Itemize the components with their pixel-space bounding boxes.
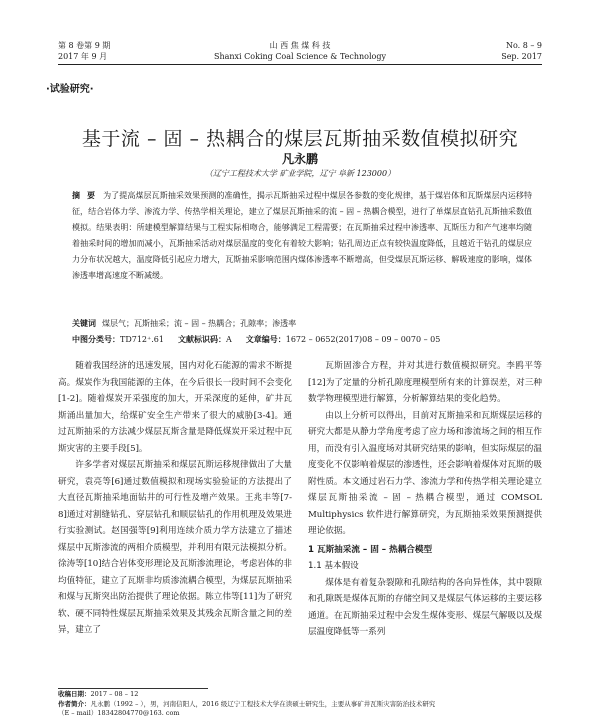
- article-number-value: 1672 – 0652(2017)08 – 09 – 0070 – 05: [285, 335, 441, 344]
- subsection-heading: 1.1 基本假设: [308, 561, 359, 571]
- footnote-author: [58, 700, 538, 710]
- author-bio-label: 作者简介：: [58, 699, 91, 708]
- header-number: No. 8 – 9: [505, 41, 542, 50]
- header-issue-en: [501, 40, 542, 62]
- clc-value: TD712⁺.61: [120, 335, 164, 344]
- footnote-email: （E – mail）18342804770@163. com: [58, 709, 180, 717]
- section-heading: 1 瓦斯抽采流 – 固 – 热耦合模型: [308, 544, 433, 555]
- body-column-left: [58, 358, 292, 639]
- header-date-cn: 2017 年 9 月: [58, 52, 108, 61]
- abstract-label: 摘 要: [72, 191, 98, 200]
- received-label: 收稿日期：: [58, 690, 91, 698]
- keywords-text: 煤层气；瓦斯抽采；流 – 固 – 热耦合；孔隙率；渗透率: [102, 319, 297, 328]
- section-label: ·试验研究·: [46, 84, 94, 95]
- body-paragraph: 许多学者对煤层瓦斯抽采和煤层瓦斯运移规律做出了大量研究，袁亮等[6]通过数值模拟和现场实验验证的方法提出了大直径瓦斯抽采地面钻井的可行性及增产效果。王兆丰等[7-8]通过对割缝钻孔、穿层钻孔和顺层钻孔的作用机理及效果进行实验测试。赵国强等[9]利用连续介质力学方法建立了描述煤层中瓦斯渗流的两相介质模型，并利用有限元法模拟分析。徐涛等[10]结合岩体变形理论及瓦斯渗流理论，考虑岩体的非均值特征，建立了瓦斯非均质渗流耦合模型，为煤层瓦斯抽采和煤与瓦斯突出防治提供了理论依据。陈立伟等[11]为了研究软、硬不同特性煤层瓦斯抽采效果及其残余瓦斯含量之间的差异，建立了: [58, 460, 292, 635]
- body-paragraph: 瓦斯固渗合方程，并对其进行数值模拟研究。李鸥平等[12]为了定量的分析孔隙度理模型所有来的计算误差，对三种数学物理模型进行解算，分析解算结果的变化趋势。: [308, 361, 542, 404]
- journal-name-cn: 山 西 焦 煤 科 技: [269, 41, 331, 50]
- classification-line: [72, 334, 542, 346]
- journal-name-en: Shanxi Coking Coal Science & Technology: [213, 52, 387, 61]
- abstract-text: 为了提高煤层瓦斯抽采效果预测的准确性，揭示瓦斯抽采过程中煤层各参数的变化规律，基于煤岩体和瓦斯煤层内运移特征，结合岩体力学、渗流力学、传热学相关理论，建立了煤层瓦斯抽采的流 – 固 – 热耦合模型，进行了单煤层直钻孔瓦斯抽采数值模拟。结果表明：所建模型解算结果与工程实际相吻合，能够满足工程需要；在瓦斯抽采过程中渗透率、瓦斯压力和产气速率均随着抽采时间的增加而减小，瓦斯抽采活动对煤层温度的变化有着较大影响；钻孔周边正点有较快温度降低，且越近于钻孔的煤层应力分布状况越大，温度降低引起应力增大，瓦斯抽采影响范围内煤体渗透率不断增高，但受煤层瓦斯运移、解吸速度的影响，煤体渗透率增高速度不断减缓。: [72, 191, 532, 280]
- body-paragraph: 由以上分析可以得出，目前对瓦斯抽采和瓦斯煤层运移的研究大都是从静力学角度考虑了应力场和渗流场之间的相互作用，而没有引入温度场对其研究结果的影响，但实际煤层的温度变化不仅影响着煤层的渗透性，还会影响着煤体对瓦斯的吸附性质。本文通过岩石力学、渗流力学和传热学相关理论建立煤层瓦斯抽采流 – 固 – 热耦合模型，通过 COMSOL Multiphysics 软件进行解算研究，为瓦斯抽采效果预测提供理论依据。: [308, 410, 542, 536]
- header-journal: [58, 40, 542, 62]
- footnote-received: [58, 690, 538, 700]
- body-paragraph: 随着我国经济的迅速发展，国内对化石能源的需求不断提高。煤炭作为我国能源的主体，在今后很长一段时间不会变化[1-2]。随着煤炭开采强度的加大，开采深度的延伸，矿井瓦斯涌出量加大，给煤矿安全生产带来了很大的威胁[3-4]。通过瓦斯抽采的方法减少煤层瓦斯含量是降低煤炭开采过程中瓦斯灾害的主要手段[5]。: [58, 361, 292, 454]
- header-volume: 第 8 卷第 9 期: [58, 41, 111, 50]
- header-date-en: Sep. 2017: [501, 52, 542, 61]
- footnote-divider: [58, 688, 208, 689]
- footnote: [58, 690, 538, 719]
- author-bio-value: 凡永鹏（1992 – ），男，河南信阳人，2016 级辽宁工程技术大学在读硕士研究生，主要从事矿井瓦斯灾害防治技术研究: [90, 699, 436, 708]
- article-number-label: 文章编号：: [245, 335, 286, 344]
- received-value: 2017 – 08 – 12: [90, 690, 139, 698]
- author-affiliation: （辽宁工程技术大学 矿业学院，辽宁 阜新 123000）: [204, 169, 396, 178]
- article-title: 基于流 – 固 – 热耦合的煤层瓦斯抽采数值模拟研究: [81, 128, 519, 150]
- abstract: [72, 188, 532, 284]
- doc-code-label: 文献标识码：: [177, 335, 226, 344]
- body-paragraph: 煤体是有着复杂裂隙和孔隙结构的各向异性体，其中裂隙和孔隙既是煤体瓦斯的存储空间又是煤层气体运移的主要运移通道。在瓦斯抽采过程中会发生煤体变形、煤层气解吸以及煤层温度降低等一系列: [308, 577, 542, 637]
- doc-code-value: A: [225, 335, 232, 344]
- keywords-label: 关键词: [72, 319, 96, 328]
- clc-label: 中图分类号：: [72, 335, 120, 344]
- keywords: [72, 318, 532, 330]
- header-divider: [58, 64, 542, 65]
- running-header: [58, 40, 542, 66]
- body-column-right: [308, 358, 542, 641]
- article-author: 凡永鹏: [281, 152, 318, 166]
